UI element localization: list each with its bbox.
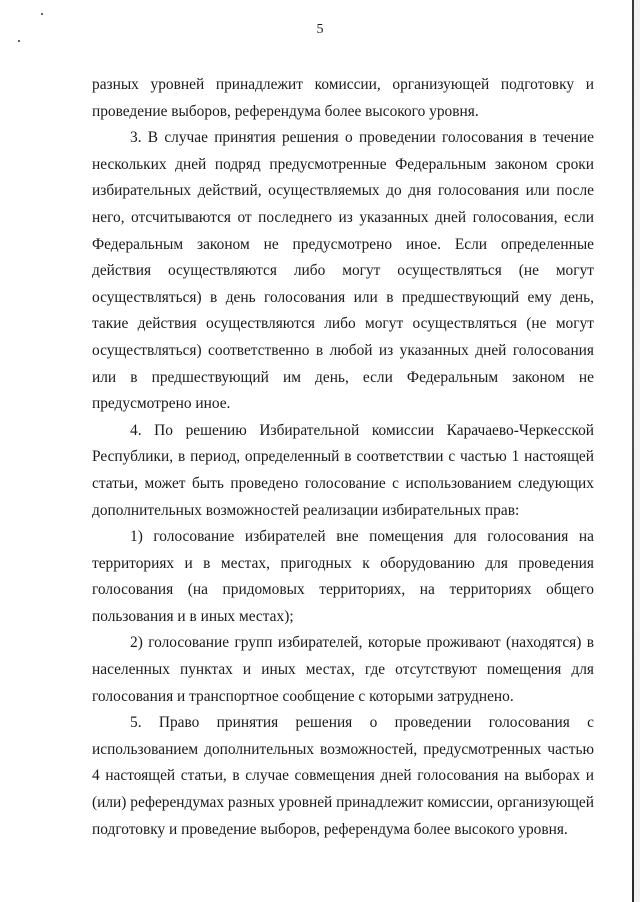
paragraph-item-4: 4. По решению Избирательной комиссии Карачаево-Черкесской Республики, в период, определенный в соответствии с частью 1 настоящей статьи, может быть проведено голосование с использованием следующих дополнительных возможностей реализации избирательных прав: xyxy=(92,421,594,519)
paragraph-item-3: 3. В случае принятия решения о проведении голосования в течение нескольких дней подряд предусмотренные Федеральным законом сроки избирательных действий, осуществляемых до дня голосования или после него, отсчитываются от последнего из указанных дней голосования, если Федеральным законом не предусмотрено иное. Если определенные действия осуществляются либо могут осуществляться (не могут осуществляться) в день голосования или в предшествующий ему день, такие действия осуществляются либо могут осуществляться (не могут осуществляться) соответственно в любой из указанных дней голосования или в предшествующий им день, если Федеральным законом не предусмотрено иное. xyxy=(92,129,594,413)
document-text xyxy=(92,72,594,843)
paragraph-item-4-2: 2) голосование групп избирателей, которые проживают (находятся) в населенных пунктах и иных местах, где отсутствуют помещения для голосования и транспортное сообщение с которыми затруднено. xyxy=(92,634,594,705)
paragraph-continuation: разных уровней принадлежит комиссии, организующей подготовку и проведение выборов, референдума более высокого уровня. xyxy=(92,76,594,120)
scan-speck xyxy=(41,13,43,15)
scan-edge-margin xyxy=(634,0,640,902)
paragraph-item-5: 5. Право принятия решения о проведении голосования с использованием дополнительных возможностей, предусмотренных частью 4 настоящей статьи, в случае совмещения дней голосования на выборах и (или) референдумах разных уровней принадлежит комиссии, организующей подготовку и проведение выборов, референдума более высокого уровня. xyxy=(92,714,594,838)
paragraph-item-4-1: 1) голосование избирателей вне помещения для голосования на территориях и в местах, пригодных к оборудованию для проведения голосования (на придомовых территориях, на территориях общего пользования и в иных местах); xyxy=(92,528,594,625)
scan-edge-line xyxy=(632,0,634,902)
scan-speck xyxy=(18,40,20,42)
page-number: 5 xyxy=(316,22,324,37)
